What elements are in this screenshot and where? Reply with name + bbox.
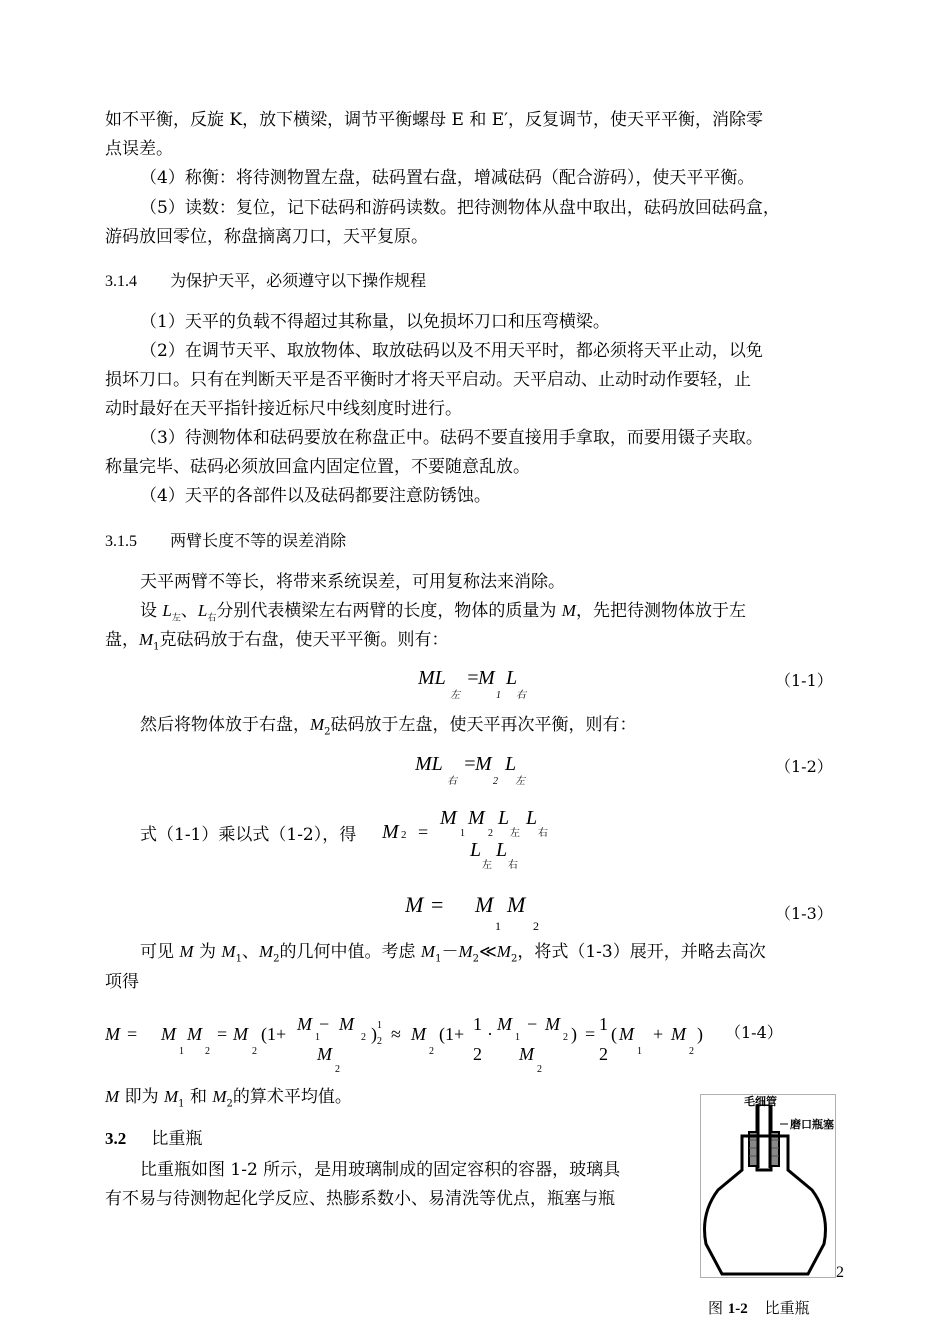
svg-text:左: 左 xyxy=(510,828,520,839)
svg-text:M: M xyxy=(475,753,492,775)
paragraph-line: （1）天平的负载不得超过其称量，以免损坏刀口和压弯横梁。 xyxy=(140,312,610,332)
svg-text:2: 2 xyxy=(361,1032,366,1043)
svg-text:=: = xyxy=(431,892,444,917)
svg-text:1: 1 xyxy=(599,1014,608,1034)
text-run: ，将式（1-3）展开，并略去高次 xyxy=(517,942,766,962)
variable-m2: M xyxy=(310,715,325,734)
paragraph-line: 损坏刀口。只有在判断天平是否平衡时才将天平启动。天平启动、止动时动作要轻，止 xyxy=(105,370,751,390)
text-run: 、 xyxy=(241,942,259,962)
variable-m1: M xyxy=(139,630,154,649)
svg-text:M: M xyxy=(382,821,399,843)
equation-1-1 xyxy=(418,664,538,710)
variable-m2: M xyxy=(458,942,473,961)
figure-caption xyxy=(708,1297,810,1318)
paragraph-line: 比重瓶如图 1-2 所示，是用玻璃制成的固定容积的容器，玻璃具 xyxy=(140,1160,621,1180)
svg-text:M: M xyxy=(339,1014,354,1034)
equation-number: （1-4） xyxy=(725,1023,783,1042)
equation-1-3 xyxy=(405,888,565,942)
paragraph-line: 式（1-1）乘以式（1-2），得 xyxy=(140,825,357,845)
svg-text:(1+: (1+ xyxy=(439,1024,465,1044)
subscript: 1 xyxy=(435,953,442,965)
svg-text:左: 左 xyxy=(450,690,460,701)
paragraph-line xyxy=(140,601,746,628)
paragraph-line xyxy=(140,715,637,742)
svg-text:2: 2 xyxy=(599,1044,608,1064)
svg-text:L: L xyxy=(506,667,518,689)
svg-text:1: 1 xyxy=(473,1014,482,1034)
variable-l: L xyxy=(197,601,208,620)
equation-1-1-body xyxy=(418,664,538,704)
text-run: － xyxy=(441,942,459,962)
svg-text:右: 右 xyxy=(508,860,518,871)
svg-text:M: M xyxy=(671,1024,686,1044)
svg-text:M: M xyxy=(411,1024,426,1044)
svg-text:): ) xyxy=(371,1024,377,1044)
variable-l: L xyxy=(162,601,172,620)
svg-text:左: 左 xyxy=(515,776,525,787)
svg-text:1: 1 xyxy=(460,828,465,839)
svg-text:·: · xyxy=(487,1024,493,1044)
text-run: 即为 xyxy=(124,1087,159,1107)
svg-text:2: 2 xyxy=(252,1046,257,1057)
svg-text:2: 2 xyxy=(563,1032,568,1043)
svg-text:2: 2 xyxy=(205,1046,210,1057)
variable-m2: M xyxy=(212,1087,227,1106)
variable-m2: M xyxy=(496,942,511,961)
svg-text:右: 右 xyxy=(538,828,548,839)
subscript: 2 xyxy=(472,953,479,965)
subscript: 1 xyxy=(178,1098,185,1110)
svg-text:M: M xyxy=(440,807,457,829)
text-run: 盘， xyxy=(105,630,139,650)
svg-text:2: 2 xyxy=(335,1064,340,1074)
svg-text:L: L xyxy=(470,839,482,861)
subscript: 2 xyxy=(324,726,331,738)
svg-text:M: M xyxy=(619,1024,634,1044)
svg-text:右: 右 xyxy=(447,776,457,787)
svg-text:M: M xyxy=(233,1024,248,1044)
svg-text:M: M xyxy=(187,1024,202,1044)
svg-text:2: 2 xyxy=(689,1046,694,1057)
variable-m1: M xyxy=(420,942,436,961)
svg-text:1: 1 xyxy=(315,1032,320,1043)
pycnometer-diagram xyxy=(700,1094,840,1278)
section-title: 比重瓶 xyxy=(151,1129,203,1149)
svg-text:2: 2 xyxy=(488,828,493,839)
text-run: 设 xyxy=(140,601,157,621)
equation-1-4 xyxy=(105,1010,725,1078)
paragraph-line: 有不易与待测物起化学反应、热膨系数小、易清洗等优点，瓶塞与瓶 xyxy=(105,1189,615,1209)
section-number: 3.1.4 xyxy=(105,273,137,290)
variable-m1: M xyxy=(221,942,236,961)
svg-text:ML: ML xyxy=(415,753,443,775)
paragraph-line: 点误差。 xyxy=(105,139,173,159)
svg-text:M: M xyxy=(161,1024,176,1044)
text-run: 砝码放于左盘，使天平再次平衡，则有： xyxy=(330,715,637,735)
text-run: 然后将物体放于右盘， xyxy=(140,715,310,735)
svg-text:−: − xyxy=(527,1014,538,1034)
equation-number: （1-1） xyxy=(775,671,833,690)
label-stopper: 磨口瓶塞 xyxy=(790,1119,834,1131)
svg-text:2: 2 xyxy=(537,1064,542,1074)
section-title: 为保护天平，必须遵守以下操作规程 xyxy=(170,271,427,290)
svg-text:1: 1 xyxy=(377,1020,382,1031)
variable-m: M xyxy=(105,1087,120,1106)
paragraph-line: （3）待测物体和砝码要放在称盘正中。砝码不要直接用手拿取，而要用镊子夹取。 xyxy=(140,428,763,448)
text-run: ≪ xyxy=(478,942,497,962)
equation-m-squared-body xyxy=(382,800,582,880)
svg-text:2: 2 xyxy=(473,1044,482,1064)
paragraph-line: 游码放回零位，称盘摘离刀口，天平复原。 xyxy=(105,227,428,247)
svg-text:M: M xyxy=(317,1044,332,1064)
svg-text:2: 2 xyxy=(493,776,498,787)
equation-1-2 xyxy=(415,750,535,796)
caption-text: 比重瓶 xyxy=(764,1299,810,1317)
subscript: 1 xyxy=(153,641,160,653)
svg-text:2: 2 xyxy=(401,829,407,841)
paragraph-line: 称量完毕、砝码必须放回盒内固定位置，不要随意乱放。 xyxy=(105,457,530,477)
svg-text:+: + xyxy=(653,1024,664,1044)
svg-text:L: L xyxy=(498,807,510,829)
svg-text:): ) xyxy=(571,1024,577,1044)
svg-text:M: M xyxy=(545,1014,560,1034)
svg-text:(1+: (1+ xyxy=(261,1024,287,1044)
caption-prefix: 图 xyxy=(708,1299,724,1317)
svg-text:左: 左 xyxy=(482,860,492,871)
equation-number: （1-2） xyxy=(775,757,833,776)
paragraph-line: 项得 xyxy=(105,972,139,992)
svg-text:): ) xyxy=(697,1024,703,1044)
figure-pycnometer xyxy=(700,1094,836,1278)
caption-number: 1-2 xyxy=(727,1301,748,1317)
text-run: 克砝码放于右盘，使天平平衡。则有： xyxy=(159,630,449,650)
section-heading-3-1-4 xyxy=(105,268,426,291)
subscript: 右 xyxy=(207,613,217,624)
svg-text:≈: ≈ xyxy=(391,1024,401,1044)
section-number: 3.2 xyxy=(105,1129,127,1148)
equation-1-4-body xyxy=(105,1010,725,1074)
section-title: 两臂长度不等的误差消除 xyxy=(170,531,347,550)
svg-text:1: 1 xyxy=(179,1046,184,1057)
text-run: 、 xyxy=(180,601,198,621)
label-capillary: 毛细管 xyxy=(744,1096,777,1108)
text-run: 为 xyxy=(198,942,216,962)
svg-text:M: M xyxy=(519,1044,534,1064)
svg-text:右: 右 xyxy=(516,690,526,701)
svg-text:L: L xyxy=(505,753,517,775)
paragraph-line: （4）天平的各部件以及砝码都要注意防锈蚀。 xyxy=(140,486,491,506)
subscript: 2 xyxy=(273,953,280,965)
svg-text:=: = xyxy=(127,1024,138,1044)
subscript: 1 xyxy=(235,953,242,965)
svg-text:M: M xyxy=(105,1024,120,1044)
text-run: 的几何中值。考虑 xyxy=(279,942,416,962)
svg-text:L: L xyxy=(526,807,538,829)
svg-text:L: L xyxy=(496,839,508,861)
paragraph-line: （5）读数：复位，记下砝码和游码读数。把待测物体从盘中取出，砝码放回砝码盒， xyxy=(140,198,780,218)
svg-text:M: M xyxy=(478,667,495,689)
page-number: 2 xyxy=(836,1264,844,1281)
paragraph-line xyxy=(105,1087,352,1114)
svg-text:1: 1 xyxy=(495,919,501,933)
equation-1-3-body xyxy=(405,888,565,938)
svg-text:M: M xyxy=(507,892,526,917)
text-run: 和 xyxy=(189,1087,207,1107)
svg-text:(: ( xyxy=(611,1024,617,1044)
text-run: 可见 xyxy=(140,942,174,962)
svg-text:2: 2 xyxy=(533,919,539,933)
text-run: 分别代表横梁左右两臂的长度，物体的质量为 xyxy=(216,601,557,621)
equation-1-2-body xyxy=(415,750,535,790)
svg-text:ML: ML xyxy=(418,667,446,689)
svg-text:1: 1 xyxy=(496,690,501,701)
subscript: 2 xyxy=(510,953,518,965)
text-run: ，先把待测物体放于左 xyxy=(575,601,746,621)
variable-m1: M xyxy=(163,1087,179,1106)
section-number: 3.1.5 xyxy=(105,533,137,550)
svg-text:2: 2 xyxy=(377,1036,382,1047)
equation-m-squared xyxy=(382,800,582,884)
svg-text:=: = xyxy=(463,753,477,775)
variable-m: M xyxy=(179,942,194,961)
svg-text:M: M xyxy=(475,892,494,917)
subscript: 2 xyxy=(226,1098,233,1110)
subscript: 左 xyxy=(171,613,181,624)
paragraph-line: 如不平衡，反旋 K，放下横梁，调节平衡螺母 E 和 E′，反复调节，使天平平衡，消除零 xyxy=(105,110,763,130)
paragraph-line xyxy=(105,630,449,657)
variable-m: M xyxy=(561,601,576,620)
paragraph-line: （4）称衡：将待测物置左盘，砝码置右盘，增减砝码（配合游码），使天平平衡。 xyxy=(140,168,755,188)
equation-number: （1-3） xyxy=(775,904,833,923)
svg-text:M: M xyxy=(497,1014,512,1034)
svg-text:2: 2 xyxy=(429,1046,434,1057)
paragraph-line: 动时最好在天平指针接近标尺中线刻度时进行。 xyxy=(105,399,462,419)
paragraph-line xyxy=(140,942,766,969)
variable-m2: M xyxy=(258,942,274,961)
svg-text:M: M xyxy=(297,1014,312,1034)
text-run: 的算术平均值。 xyxy=(232,1087,352,1107)
paragraph-line: （2）在调节天平、取放物体、取放砝码以及不用天平时，都必须将天平止动，以免 xyxy=(140,341,763,361)
svg-text:=: = xyxy=(418,822,429,842)
svg-text:=: = xyxy=(217,1024,228,1044)
svg-text:−: − xyxy=(319,1014,330,1034)
svg-text:M: M xyxy=(405,892,424,917)
svg-text:1: 1 xyxy=(637,1046,642,1057)
svg-text:M: M xyxy=(468,807,485,829)
svg-text:1: 1 xyxy=(515,1032,520,1043)
section-heading-3-1-5 xyxy=(105,528,346,551)
svg-text:=: = xyxy=(585,1024,596,1044)
svg-text:=: = xyxy=(466,667,480,689)
section-heading-3-2 xyxy=(105,1124,202,1149)
paragraph-line: 天平两臂不等长，将带来系统误差，可用复称法来消除。 xyxy=(140,572,565,592)
